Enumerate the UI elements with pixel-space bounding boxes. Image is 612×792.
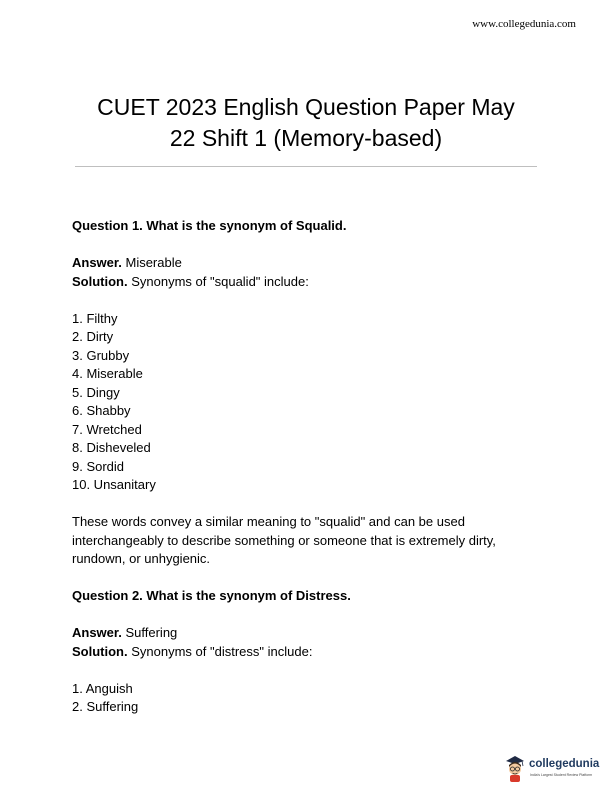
answer-label: Answer. <box>72 625 122 640</box>
list-item: 4. Miserable <box>72 366 143 381</box>
question-2-answer <box>72 624 542 643</box>
solution-label: Solution. <box>72 643 128 659</box>
title-line-1: CUET 2023 English Question Paper May <box>97 94 515 120</box>
list-item: 8. Disheveled <box>72 440 151 455</box>
list-item: 1. Anguish <box>72 680 133 696</box>
mascot-icon <box>504 754 526 782</box>
title-divider <box>75 166 537 167</box>
list-item: 2. Dirty <box>72 329 114 344</box>
list-item: 6. Shabby <box>72 403 131 418</box>
question-2-solution <box>72 643 542 662</box>
explanation-line: interchangeably to describe something or someone that is extremely dirty, <box>72 532 496 548</box>
synonym-list-2 <box>72 680 542 717</box>
site-url[interactable]: www.collegedunia.com <box>472 18 576 30</box>
page-title <box>60 92 552 154</box>
explanation-line: These words convey a similar meaning to "squalid" and can be used <box>72 514 465 529</box>
logo-tagline: India's Largest Student Review Platform <box>530 773 593 777</box>
synonym-list-1 <box>72 310 542 495</box>
question-1-solution <box>72 273 542 292</box>
answer-label: Answer. <box>72 255 122 270</box>
list-item: 10. Unsanitary <box>72 477 156 492</box>
list-item: 2. Suffering <box>72 699 139 714</box>
solution-intro: Synonyms of "distress" include: <box>131 643 313 659</box>
logo-wordmark: collegedunia <box>529 758 600 770</box>
answer-text: Miserable <box>125 255 182 270</box>
list-item: 5. Dingy <box>72 384 120 400</box>
solution-intro: Synonyms of "squalid" include: <box>131 273 309 289</box>
answer-text: Suffering <box>125 625 178 640</box>
title-line-2: 22 Shift 1 (Memory-based) <box>169 125 443 151</box>
question-2-heading: Question 2. What is the synonym of Distress. <box>72 588 351 603</box>
list-item: 1. Filthy <box>72 310 118 326</box>
solution-label: Solution. <box>72 273 128 289</box>
question-1-explanation <box>72 513 542 569</box>
list-item: 7. Wretched <box>72 421 142 437</box>
explanation-line: rundown, or unhygienic. <box>72 551 211 566</box>
question-1-answer <box>72 254 542 273</box>
collegedunia-logo <box>504 752 604 786</box>
question-content <box>72 217 542 717</box>
question-1-heading: Question 1. What is the synonym of Squalid. <box>72 218 347 233</box>
list-item: 9. Sordid <box>72 458 125 474</box>
list-item: 3. Grubby <box>72 347 130 363</box>
